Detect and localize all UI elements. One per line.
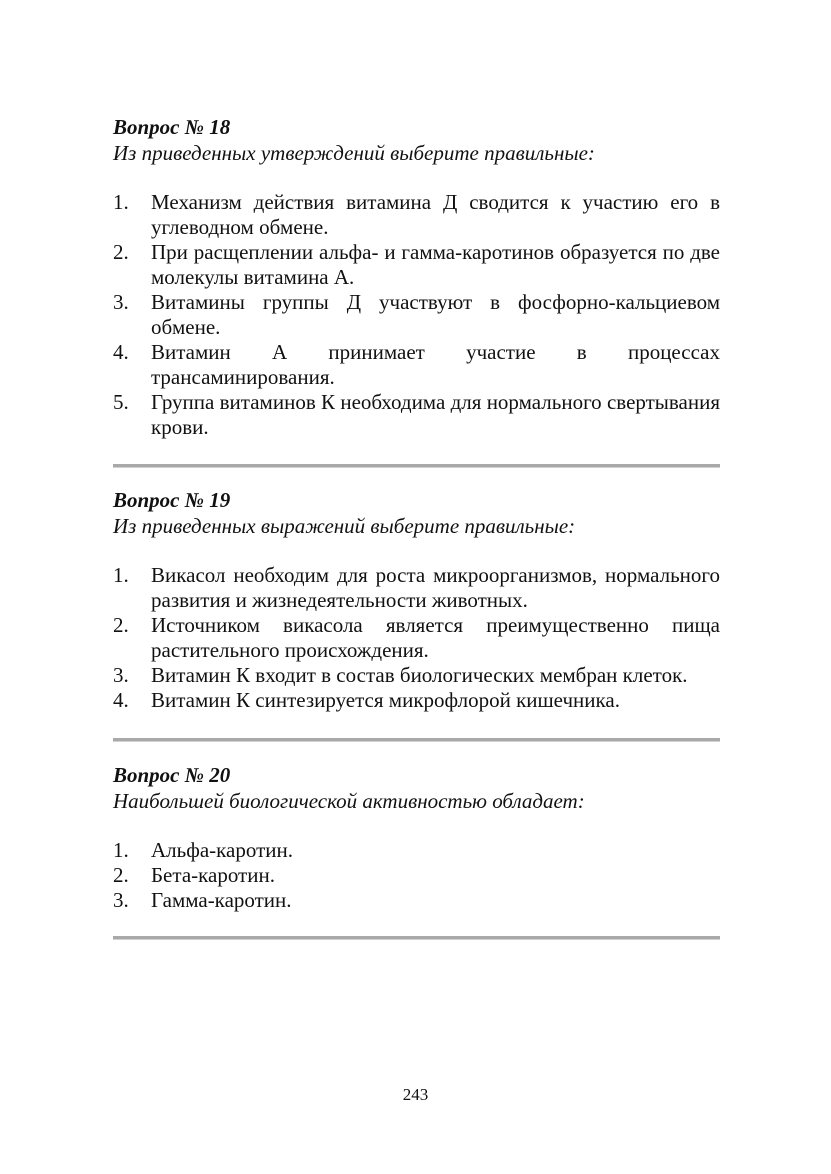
option-number: 2.: [113, 240, 129, 264]
answer-option: [113, 888, 720, 913]
question-title: Вопрос № 19: [113, 488, 231, 512]
option-text: Гамма-каротин.: [151, 888, 292, 912]
option-number: 1.: [113, 838, 129, 862]
option-number: 2.: [113, 863, 129, 887]
option-number: 3.: [113, 663, 129, 687]
option-number: 1.: [113, 190, 129, 214]
answer-option: [113, 240, 720, 290]
option-text: Витамин К входит в состав биологических мембран клеток.: [151, 663, 688, 687]
question-instruction: Наибольшей биологической активностью обладает:: [113, 789, 585, 813]
answer-option: [113, 838, 720, 863]
option-text: Механизм действия витамина Д сводится к участию его в углеводном обмене.: [151, 190, 720, 239]
answer-option: [113, 290, 720, 340]
answer-option: [113, 663, 720, 688]
answer-option: [113, 613, 720, 663]
question-instruction: Из приведенных утверждений выберите правильные:: [113, 141, 595, 165]
answer-option: [113, 390, 720, 440]
section-divider: [113, 936, 720, 940]
option-number: 1.: [113, 563, 129, 587]
option-text: Группа витаминов К необходима для нормального свертывания крови.: [151, 390, 720, 439]
question-instruction: Из приведенных выражений выберите правильные:: [113, 514, 576, 538]
option-number: 2.: [113, 613, 129, 637]
option-number: 4.: [113, 340, 129, 364]
option-number: 3.: [113, 290, 129, 314]
option-text: Викасол необходим для роста микроорганизмов, нормального развития и жизнедеятельности животных.: [151, 563, 720, 612]
page-number: 243: [402, 1085, 429, 1104]
answer-options: [113, 563, 720, 713]
section-divider: [113, 738, 720, 742]
section-divider: [113, 464, 720, 468]
answer-options: [113, 838, 720, 913]
option-text: Источником викасола является преимущественно пища растительного происхождения.: [151, 613, 720, 662]
question-title: Вопрос № 20: [113, 763, 231, 787]
option-text: Бета-каротин.: [151, 863, 275, 887]
question-20: [113, 762, 720, 913]
question-18: [113, 114, 720, 440]
answer-option: [113, 340, 720, 390]
option-text: При расщеплении альфа- и гамма-каротинов образуется по две молекулы витамина А.: [151, 240, 720, 289]
option-number: 5.: [113, 390, 129, 414]
option-number: 4.: [113, 688, 129, 712]
option-text: Витамин А принимает участие в процессах трансаминирования.: [151, 340, 720, 389]
answer-options: [113, 190, 720, 440]
option-number: 3.: [113, 888, 129, 912]
answer-option: [113, 190, 720, 240]
answer-option: [113, 563, 720, 613]
option-text: Альфа-каротин.: [151, 838, 293, 862]
answer-option: [113, 863, 720, 888]
answer-option: [113, 688, 720, 713]
option-text: Витамин К синтезируется микрофлорой кишечника.: [151, 688, 620, 712]
question-title: Вопрос № 18: [113, 115, 231, 139]
question-19: [113, 487, 720, 713]
option-text: Витамины группы Д участвуют в фосфорно-кальциевом обмене.: [151, 290, 720, 339]
